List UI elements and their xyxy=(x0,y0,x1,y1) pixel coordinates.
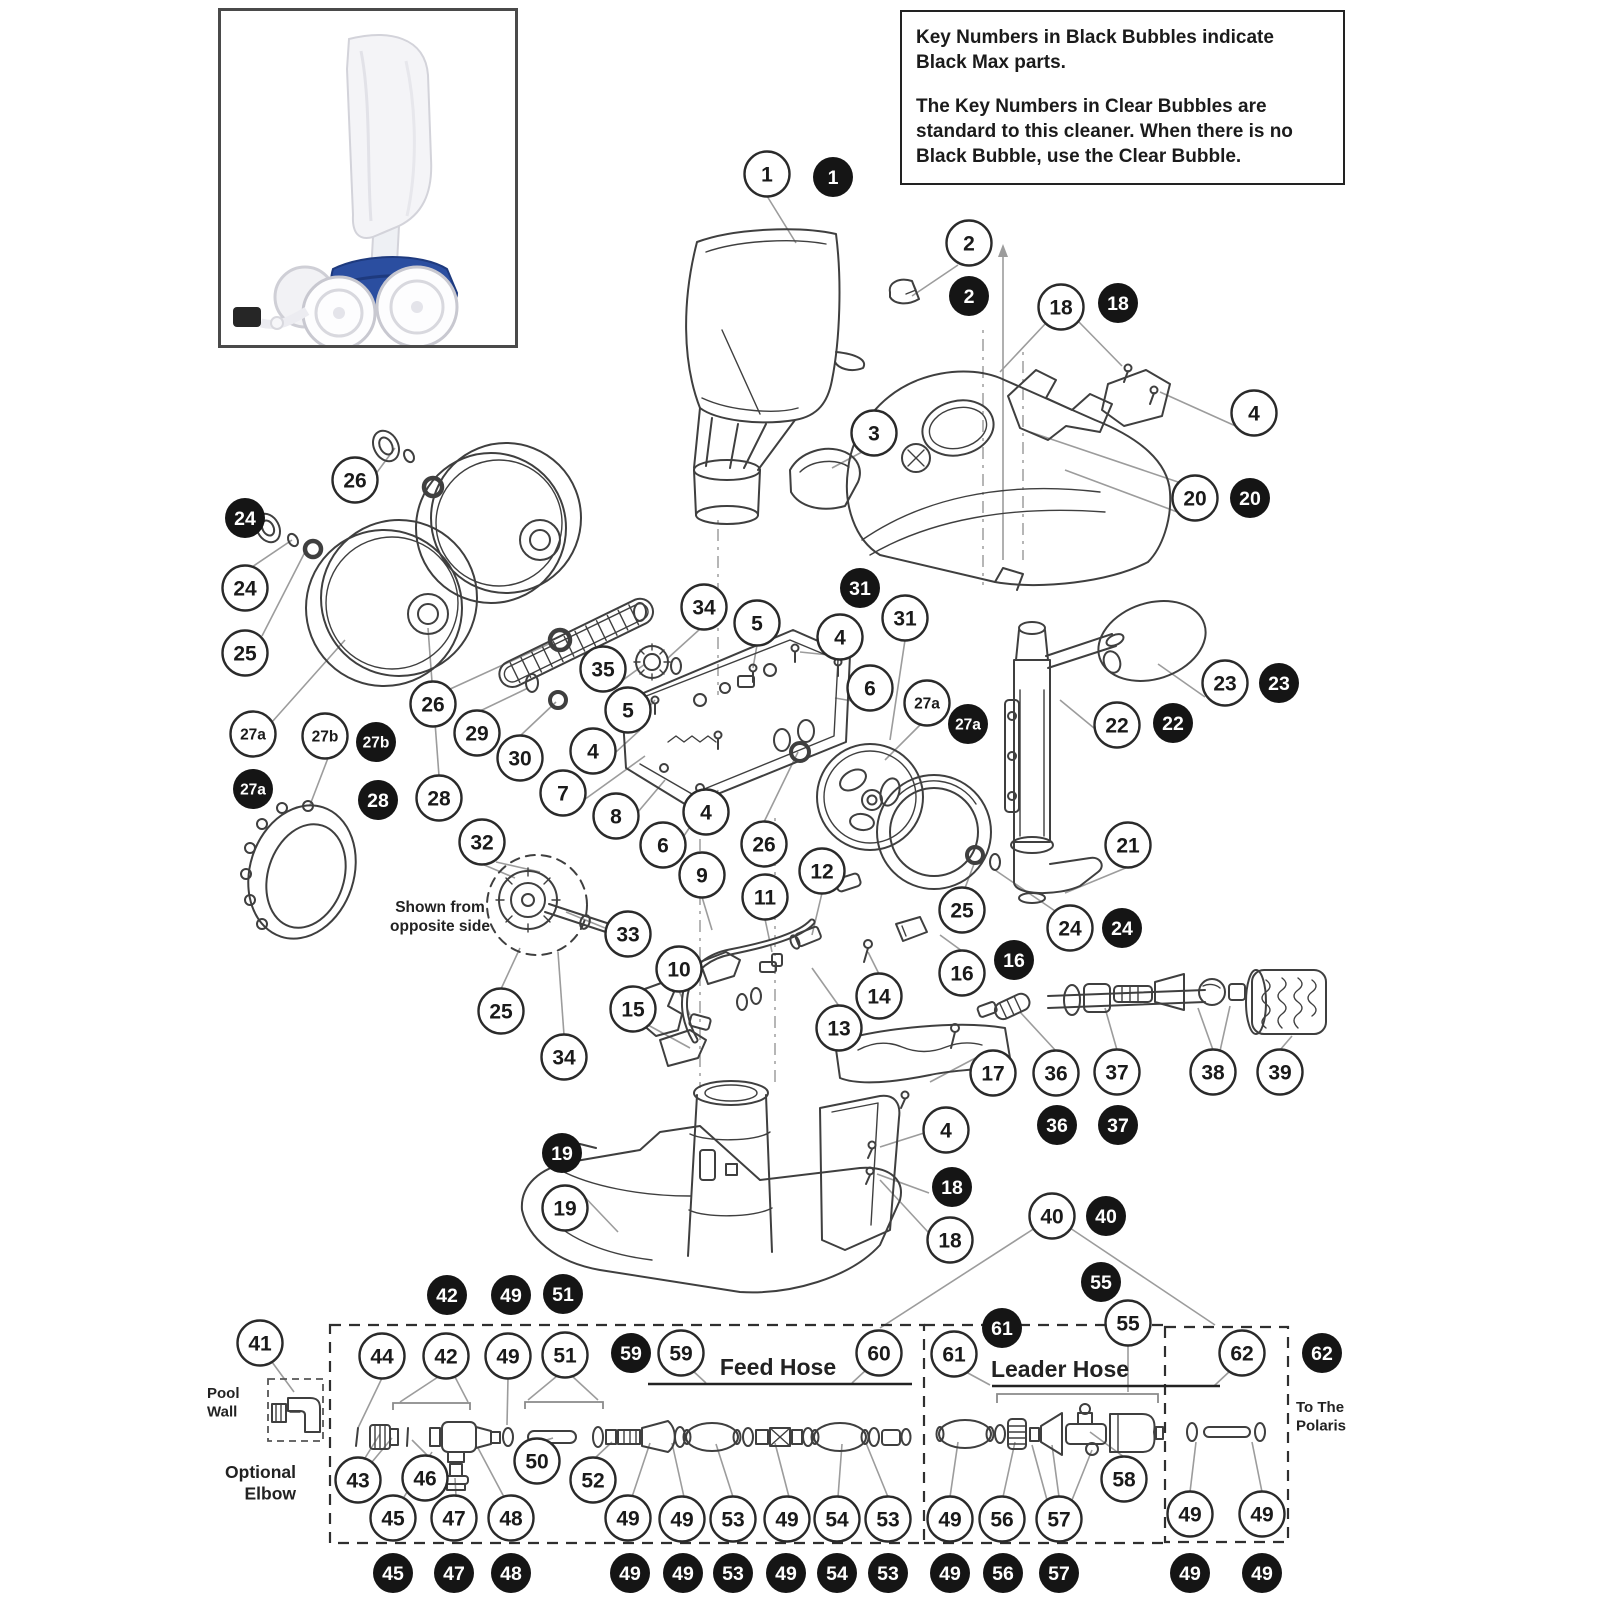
knobby-track-ring-drawing xyxy=(232,791,373,952)
svg-text:55: 55 xyxy=(1090,1272,1112,1295)
svg-text:45: 45 xyxy=(381,1507,405,1531)
part-bubble-clear-47 xyxy=(432,1496,477,1541)
svg-text:60: 60 xyxy=(867,1342,891,1366)
svg-text:49: 49 xyxy=(939,1563,961,1586)
part-bubble-clear-26 xyxy=(333,458,378,503)
part-bubble-clear-18 xyxy=(1039,285,1084,330)
svg-text:36: 36 xyxy=(1044,1062,1068,1086)
legend-clear-bubble-text: The Key Numbers in Clear Bubbles are standard to this cleaner. When there is no Black Bubble, use the Clear Bubble. xyxy=(916,96,1293,168)
svg-text:49: 49 xyxy=(500,1285,522,1308)
svg-text:22: 22 xyxy=(1105,714,1129,738)
part-bubble-clear-53 xyxy=(711,1497,756,1542)
part-bubble-clear-62 xyxy=(1220,1331,1265,1376)
svg-text:48: 48 xyxy=(500,1563,522,1586)
svg-text:57: 57 xyxy=(1048,1563,1070,1586)
svg-text:1: 1 xyxy=(827,167,839,190)
part-bubble-black-61 xyxy=(982,1308,1022,1348)
part-bubble-clear-49 xyxy=(486,1334,531,1379)
svg-text:29: 29 xyxy=(465,722,489,746)
part-bubble-clear-3 xyxy=(852,411,897,456)
svg-text:53: 53 xyxy=(876,1508,900,1532)
part-bubble-black-2 xyxy=(949,276,989,316)
part-bubble-clear-1 xyxy=(745,152,790,197)
svg-text:55: 55 xyxy=(1116,1312,1140,1336)
part-bubble-black-53 xyxy=(868,1553,908,1593)
svg-text:20: 20 xyxy=(1239,488,1261,511)
svg-text:21: 21 xyxy=(1116,834,1140,858)
part-bubble-clear-48 xyxy=(489,1496,534,1541)
svg-text:49: 49 xyxy=(938,1508,962,1532)
part-bubble-clear-60 xyxy=(857,1331,902,1376)
part-bubble-black-51 xyxy=(543,1274,583,1314)
svg-text:24: 24 xyxy=(1111,918,1133,941)
part-bubble-clear-54 xyxy=(815,1497,860,1542)
svg-text:26: 26 xyxy=(752,833,776,857)
part-bubble-clear-4 xyxy=(571,729,616,774)
svg-text:62: 62 xyxy=(1230,1342,1254,1366)
part-bubble-clear-34 xyxy=(542,1035,587,1080)
svg-text:4: 4 xyxy=(834,626,846,650)
svg-text:28: 28 xyxy=(367,790,389,813)
svg-text:4: 4 xyxy=(700,801,712,825)
svg-text:53: 53 xyxy=(721,1508,745,1532)
part-bubble-black-42 xyxy=(427,1275,467,1315)
svg-text:25: 25 xyxy=(233,642,257,666)
part-bubble-black-49 xyxy=(1170,1553,1210,1593)
standpipe-drawing xyxy=(1005,622,1125,903)
svg-text:48: 48 xyxy=(499,1507,523,1531)
svg-text:4: 4 xyxy=(587,740,599,764)
svg-text:31: 31 xyxy=(893,607,917,631)
part-bubble-clear-49 xyxy=(765,1497,810,1542)
part-bubble-clear-29 xyxy=(455,711,500,756)
part-bubble-clear-25 xyxy=(479,989,524,1034)
svg-text:38: 38 xyxy=(1201,1061,1225,1085)
part-bubble-black-55 xyxy=(1081,1262,1121,1302)
part-bubble-black-31 xyxy=(840,568,880,608)
part-bubble-black-45 xyxy=(373,1553,413,1593)
part-bubble-black-23 xyxy=(1259,663,1299,703)
part-bubble-clear-12 xyxy=(800,849,845,894)
filter-bag-drawing xyxy=(686,229,864,524)
part-bubble-clear-38 xyxy=(1191,1050,1236,1095)
part-bubble-clear-11 xyxy=(743,875,788,920)
svg-text:34: 34 xyxy=(692,596,716,620)
part-bubble-black-18 xyxy=(1098,283,1138,323)
pool-wall-elbow-drawing xyxy=(272,1398,320,1432)
svg-text:9: 9 xyxy=(696,864,708,888)
top-housing-drawing xyxy=(847,365,1170,591)
svg-text:5: 5 xyxy=(751,612,763,636)
svg-text:23: 23 xyxy=(1213,672,1237,696)
part-bubble-clear-22 xyxy=(1095,703,1140,748)
part-bubble-clear-55 xyxy=(1106,1301,1151,1346)
part-bubble-black-22 xyxy=(1153,703,1193,743)
part-bubble-clear-14 xyxy=(857,974,902,1019)
part-bubble-clear-58 xyxy=(1102,1457,1147,1502)
svg-text:24: 24 xyxy=(233,577,257,601)
svg-text:61: 61 xyxy=(942,1343,966,1367)
part-bubble-black-48 xyxy=(491,1553,531,1593)
svg-text:13: 13 xyxy=(827,1017,851,1041)
part-bubble-clear-59 xyxy=(659,1331,704,1376)
part-bubble-black-16 xyxy=(994,940,1034,980)
svg-text:27a: 27a xyxy=(955,716,981,734)
part-bubble-black-24 xyxy=(225,498,265,538)
svg-text:49: 49 xyxy=(670,1508,694,1532)
part-bubble-black-47 xyxy=(434,1553,474,1593)
part-bubble-clear-4 xyxy=(818,615,863,660)
svg-text:50: 50 xyxy=(525,1450,549,1474)
svg-text:24: 24 xyxy=(1058,917,1082,941)
part-bubble-clear-39 xyxy=(1258,1050,1303,1095)
part-bubble-clear-8 xyxy=(594,794,639,839)
svg-text:51: 51 xyxy=(553,1344,577,1368)
part-bubble-clear-33 xyxy=(606,912,651,957)
svg-text:20: 20 xyxy=(1183,487,1207,511)
svg-text:6: 6 xyxy=(864,677,876,701)
svg-text:49: 49 xyxy=(1178,1503,1202,1527)
part-bubble-clear-4 xyxy=(924,1108,969,1153)
svg-text:54: 54 xyxy=(825,1508,849,1532)
part-bubble-clear-27a xyxy=(905,681,950,726)
svg-text:18: 18 xyxy=(1107,293,1129,316)
part-bubble-clear-49 xyxy=(606,1496,651,1541)
label-optional-elbow: Optional Elbow xyxy=(225,1462,296,1504)
part-bubble-clear-15 xyxy=(611,987,656,1032)
part-bubble-clear-49 xyxy=(1168,1492,1213,1537)
svg-text:36: 36 xyxy=(1046,1115,1068,1138)
text-labels-layer xyxy=(207,899,1346,1503)
part-bubble-clear-43 xyxy=(336,1458,381,1503)
part-bubble-black-36 xyxy=(1037,1105,1077,1145)
svg-text:27a: 27a xyxy=(240,726,266,744)
part-bubble-clear-49 xyxy=(928,1497,973,1542)
part-bubble-clear-27b xyxy=(303,714,348,759)
svg-text:14: 14 xyxy=(867,985,891,1009)
part-bubble-clear-57 xyxy=(1037,1497,1082,1542)
section-underlines xyxy=(393,1384,1220,1410)
svg-text:49: 49 xyxy=(775,1508,799,1532)
svg-text:2: 2 xyxy=(963,286,975,309)
part-bubble-black-62 xyxy=(1302,1333,1342,1373)
part-bubble-clear-6 xyxy=(641,823,686,868)
part-bubble-clear-23 xyxy=(1203,661,1248,706)
sump-body-drawing xyxy=(522,1081,909,1292)
svg-text:6: 6 xyxy=(657,834,669,858)
svg-text:7: 7 xyxy=(557,782,569,806)
svg-text:26: 26 xyxy=(421,693,445,717)
svg-text:45: 45 xyxy=(382,1563,404,1586)
svg-text:46: 46 xyxy=(413,1467,437,1491)
part-bubble-black-28 xyxy=(358,780,398,820)
part-bubble-black-18 xyxy=(932,1167,972,1207)
chassis-plate-drawing xyxy=(622,630,850,806)
part-bubble-clear-42 xyxy=(424,1334,469,1379)
svg-text:40: 40 xyxy=(1040,1205,1064,1229)
svg-text:4: 4 xyxy=(940,1119,952,1143)
part-bubble-clear-16 xyxy=(940,951,985,996)
svg-text:51: 51 xyxy=(552,1284,574,1307)
svg-text:37: 37 xyxy=(1105,1061,1129,1085)
svg-text:33: 33 xyxy=(616,923,640,947)
part-bubble-clear-6 xyxy=(848,666,893,711)
part-bubble-clear-40 xyxy=(1030,1194,1075,1239)
sweep-shaft-brush-drawing xyxy=(992,970,1326,1034)
part-bubble-black-57 xyxy=(1039,1553,1079,1593)
svg-text:39: 39 xyxy=(1268,1061,1292,1085)
svg-text:53: 53 xyxy=(722,1563,744,1586)
svg-text:25: 25 xyxy=(489,1000,513,1024)
part-bubble-clear-36 xyxy=(1034,1051,1079,1096)
svg-text:19: 19 xyxy=(551,1143,573,1166)
drive-belt-drawing xyxy=(495,594,657,691)
svg-text:52: 52 xyxy=(581,1469,605,1493)
svg-text:15: 15 xyxy=(621,998,645,1022)
part-bubble-clear-56 xyxy=(980,1497,1025,1542)
svg-text:56: 56 xyxy=(992,1563,1014,1586)
part-bubble-clear-53 xyxy=(866,1497,911,1542)
svg-text:16: 16 xyxy=(950,962,974,986)
part-bubble-clear-61 xyxy=(932,1332,977,1377)
svg-text:27a: 27a xyxy=(914,695,940,713)
svg-text:1: 1 xyxy=(761,163,773,187)
svg-text:27b: 27b xyxy=(362,734,390,752)
svg-text:19: 19 xyxy=(553,1197,577,1221)
part-bubble-clear-7 xyxy=(541,771,586,816)
svg-text:47: 47 xyxy=(443,1563,465,1586)
part-bubble-black-59 xyxy=(611,1333,651,1373)
svg-text:35: 35 xyxy=(591,658,615,682)
svg-text:47: 47 xyxy=(442,1507,466,1531)
part-bubble-clear-2 xyxy=(947,221,992,266)
belt-pulley-drawing xyxy=(634,603,681,680)
label-shown-from-opposite-side: Shown from opposite side xyxy=(390,899,490,935)
svg-text:31: 31 xyxy=(849,578,871,601)
label-pool-wall: Pool Wall xyxy=(207,1385,240,1421)
drive-gear-drawing xyxy=(487,855,622,955)
svg-text:42: 42 xyxy=(436,1285,458,1308)
part-bubble-black-49 xyxy=(766,1553,806,1593)
svg-text:3: 3 xyxy=(868,422,880,446)
svg-text:32: 32 xyxy=(470,831,494,855)
svg-text:49: 49 xyxy=(619,1563,641,1586)
svg-text:24: 24 xyxy=(234,508,256,531)
svg-text:49: 49 xyxy=(1179,1563,1201,1586)
part-bubble-black-40 xyxy=(1086,1196,1126,1236)
svg-text:49: 49 xyxy=(672,1563,694,1586)
part-bubble-black-53 xyxy=(713,1553,753,1593)
part-bubble-black-49 xyxy=(1242,1553,1282,1593)
svg-text:54: 54 xyxy=(826,1563,848,1586)
part-bubble-clear-4 xyxy=(1232,391,1277,436)
svg-text:53: 53 xyxy=(877,1563,899,1586)
part-bubble-clear-9 xyxy=(680,853,725,898)
svg-text:49: 49 xyxy=(1251,1563,1273,1586)
svg-text:26: 26 xyxy=(343,469,367,493)
svg-text:5: 5 xyxy=(622,699,634,723)
part-bubble-clear-25 xyxy=(940,888,985,933)
label-leader-hose: Leader Hose xyxy=(990,1356,1130,1382)
svg-text:59: 59 xyxy=(620,1343,642,1366)
svg-text:58: 58 xyxy=(1112,1468,1136,1492)
part-bubble-clear-28 xyxy=(417,776,462,821)
part-bubble-black-56 xyxy=(983,1553,1023,1593)
svg-text:16: 16 xyxy=(1003,950,1025,973)
part-bubble-black-49 xyxy=(930,1553,970,1593)
svg-text:11: 11 xyxy=(753,886,777,910)
legend-black-bubble-text: Key Numbers in Black Bubbles indicate Black Max parts. xyxy=(916,27,1274,74)
part-bubble-clear-50 xyxy=(515,1439,560,1484)
svg-text:56: 56 xyxy=(990,1508,1014,1532)
svg-text:18: 18 xyxy=(1049,296,1073,320)
part-bubble-clear-20 xyxy=(1173,476,1218,521)
part-bubble-clear-17 xyxy=(971,1051,1016,1096)
part-bubble-clear-49 xyxy=(660,1497,705,1542)
part-bubble-clear-46 xyxy=(403,1456,448,1501)
part-bubble-clear-51 xyxy=(543,1333,588,1378)
leader-hose-parts-drawing xyxy=(937,1404,1266,1455)
svg-text:27b: 27b xyxy=(311,728,339,746)
part-bubble-clear-13 xyxy=(817,1006,862,1051)
part-bubble-clear-30 xyxy=(498,736,543,781)
svg-text:18: 18 xyxy=(941,1177,963,1200)
part-bubble-black-49 xyxy=(491,1275,531,1315)
part-bubble-black-49 xyxy=(663,1553,703,1593)
part-bubble-black-20 xyxy=(1230,478,1270,518)
part-bubble-black-19 xyxy=(542,1133,582,1173)
part-bubble-black-49 xyxy=(610,1553,650,1593)
part-bubble-black-1 xyxy=(813,157,853,197)
part-bubble-clear-49 xyxy=(1240,1492,1285,1537)
svg-text:34: 34 xyxy=(552,1046,576,1070)
part-bubble-clear-26 xyxy=(742,822,787,867)
part-bubble-clear-32 xyxy=(460,820,505,865)
svg-text:28: 28 xyxy=(427,787,451,811)
svg-text:23: 23 xyxy=(1268,673,1290,696)
svg-text:57: 57 xyxy=(1047,1508,1071,1532)
svg-text:49: 49 xyxy=(496,1345,520,1369)
part-bubble-black-54 xyxy=(817,1553,857,1593)
svg-text:49: 49 xyxy=(775,1563,797,1586)
part-bubble-black-24 xyxy=(1102,908,1142,948)
svg-text:18: 18 xyxy=(938,1229,962,1253)
label-to-the-polaris: To The Polaris xyxy=(1296,1399,1347,1435)
svg-text:59: 59 xyxy=(669,1342,693,1366)
part-bubble-clear-19 xyxy=(543,1186,588,1231)
svg-text:43: 43 xyxy=(346,1469,370,1493)
part-bubble-black-27b xyxy=(356,722,396,762)
part-bubble-clear-25 xyxy=(223,631,268,676)
svg-text:49: 49 xyxy=(1250,1503,1274,1527)
svg-text:2: 2 xyxy=(963,232,975,256)
svg-text:25: 25 xyxy=(950,899,974,923)
part-bubble-clear-4 xyxy=(684,790,729,835)
svg-text:61: 61 xyxy=(991,1318,1013,1341)
part-bubble-black-27a xyxy=(948,704,988,744)
svg-text:8: 8 xyxy=(610,805,622,829)
part-bubble-black-27a xyxy=(233,769,273,809)
part-bubble-clear-41 xyxy=(238,1321,283,1366)
svg-text:4: 4 xyxy=(1248,402,1260,426)
part-bubble-clear-5 xyxy=(735,601,780,646)
part-bubble-clear-10 xyxy=(657,947,702,992)
svg-text:30: 30 xyxy=(508,747,532,771)
svg-text:22: 22 xyxy=(1162,713,1184,736)
svg-text:44: 44 xyxy=(370,1345,394,1369)
part-bubble-clear-52 xyxy=(571,1458,616,1503)
svg-text:41: 41 xyxy=(248,1332,272,1356)
svg-text:10: 10 xyxy=(667,958,691,982)
part-bubble-clear-24 xyxy=(1048,906,1093,951)
part-bubble-clear-37 xyxy=(1095,1050,1140,1095)
svg-text:17: 17 xyxy=(981,1062,1005,1086)
svg-text:12: 12 xyxy=(810,860,834,884)
part-bubble-clear-35 xyxy=(581,647,626,692)
part-bubble-clear-18 xyxy=(928,1218,973,1263)
part-bubble-clear-26 xyxy=(411,682,456,727)
part-bubble-clear-21 xyxy=(1106,823,1151,868)
part-bubble-clear-5 xyxy=(606,688,651,733)
part-bubble-clear-31 xyxy=(883,596,928,641)
part-bubble-clear-24 xyxy=(223,566,268,611)
svg-text:37: 37 xyxy=(1107,1115,1129,1138)
svg-text:40: 40 xyxy=(1095,1206,1117,1229)
part-bubble-clear-27a xyxy=(231,712,276,757)
part-bubble-black-37 xyxy=(1098,1105,1138,1145)
svg-text:42: 42 xyxy=(434,1345,458,1369)
svg-text:49: 49 xyxy=(616,1507,640,1531)
part-bubble-clear-34 xyxy=(682,585,727,630)
svg-text:62: 62 xyxy=(1311,1343,1333,1366)
part-bubble-clear-45 xyxy=(371,1496,416,1541)
part-bubble-clear-44 xyxy=(360,1334,405,1379)
label-feed-hose: Feed Hose xyxy=(719,1354,837,1380)
svg-text:27a: 27a xyxy=(240,781,266,799)
bag-clamp-drawing xyxy=(890,280,919,304)
